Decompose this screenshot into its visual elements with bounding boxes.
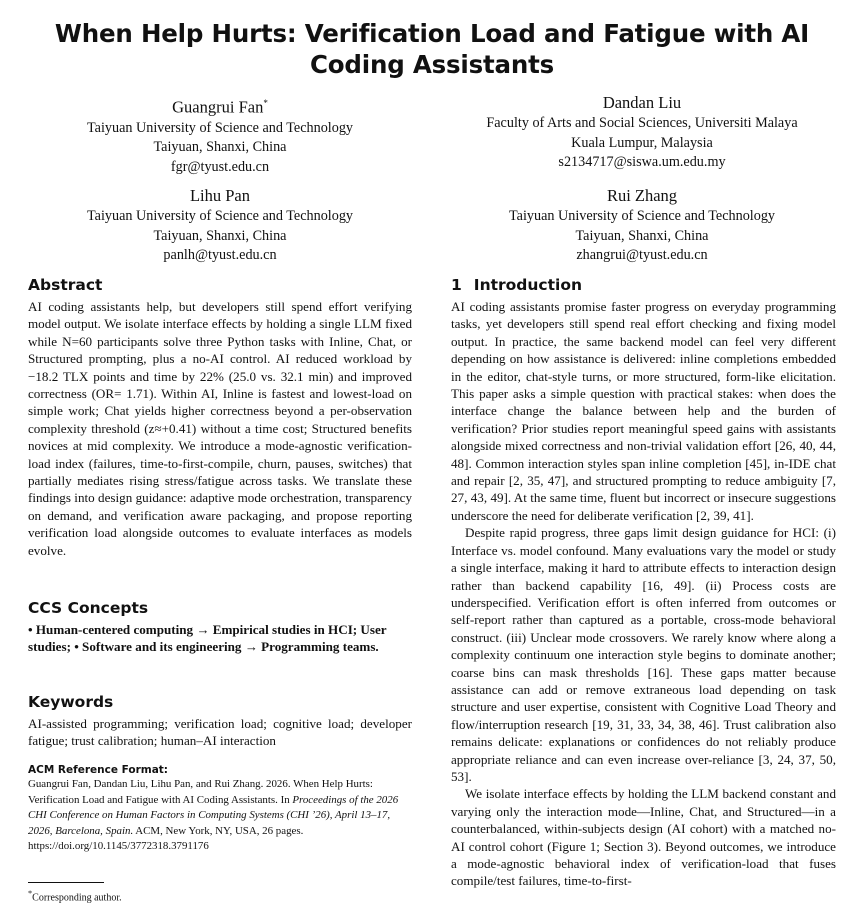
author-location: Kuala Lumpur, Malaysia — [571, 134, 713, 151]
author-block — [28, 185, 412, 266]
acm-reference-heading: ACM Reference Format: — [28, 764, 168, 776]
footnote-mark: * — [28, 889, 33, 898]
acm-reference-authors: Guangrui Fan, Dandan Liu, Lihu Pan, and Rui Zhang. 2026. When Help Hurts: Verification Load and Fatigue with AI Coding Assistants. In — [28, 778, 373, 806]
author-name: Lihu Pan — [189, 186, 251, 205]
author-affiliation: Taiyuan University of Science and Technology — [86, 208, 354, 224]
author-name: Rui Zhang — [606, 186, 678, 205]
keywords-heading: Keywords — [28, 693, 114, 711]
author-email: zhangrui@tyust.edu.cn — [576, 247, 708, 264]
keywords-text: AI-assisted programming; verification load; cognitive load; developer fatigue; trust calibration; human–AI interaction — [28, 716, 412, 749]
author-block — [28, 92, 412, 177]
section-number: 1 — [451, 276, 462, 294]
author-email: s2134717@siswa.um.edu.my — [558, 154, 726, 171]
acm-reference — [28, 763, 412, 855]
acm-reference-tail: ACM, New York, NY, USA, 26 pages. https://doi.org/10.1145/3772318.3791176 — [28, 824, 304, 853]
abstract-text: AI coding assistants help, but developers still spend effort verifying model output. We isolate interface effects by holding a single LLM fixed while N=60 participants solve three Python tasks with Inline, Chat, or Structured prompting, plus a no-AI control. AI reduced workload by −18.2 TLX points and time by 22% (25.0 vs. 32.1 min) and improved correctness (OR= 1.71). Within AI, Inline is fastest and lowest-load on simple work; Chat yields higher correctness beyond a per-observation complexity threshold (z≈+0.41) without a time cost; Structured benefits novices at mid complexity. We introduce a mode-agnostic verification-load index (failures, time-to-first-compile, churn, pauses, switches) that partially mediates rising stress/fatigue across tasks. We translate these findings into design guidance: adaptive mode orchestration, transparency on demand, and verification aware packaging, and propose reporting verification load alongside outcomes to evaluate interfaces as models evolve. — [28, 299, 412, 558]
author-location: Taiyuan, Shanxi, China — [575, 227, 709, 244]
ccs-text: • Human-centered computing → Empirical studies in HCI; User studies; • Software and its engineering → Programming teams. — [28, 622, 387, 655]
author-name: Dandan Liu — [602, 93, 682, 112]
abstract-heading: Abstract — [28, 276, 103, 294]
intro-paragraph: AI coding assistants promise faster progress on everyday programming tasks, yet developers still spend real effort checking and fixing model output. In practice, the same backend model can feel very different depending on how assistance is delivered: inline completions embedded in the editor, chat-style turns, or more structured, form-like elicitation. This paper asks a simple question with practical stakes: when does the interface change the balance between help and the burden of verification? Prior studies report meaningful speed gains with assistants alongside mixed correctness and non-trivial validation effort [26, 40, 44, 48]. Common interaction styles span inline completion [45], in-IDE chat and repair [2, 35, 47], and structured prompting to reduce ambiguity [7, 27, 43, 49]. At the same time, fluent but incorrect or insecure suggestions underscore the need for deliberate verification [2, 39, 41]. — [451, 299, 836, 523]
ccs-section — [28, 598, 412, 656]
footnote-rule — [28, 882, 104, 883]
author-affiliation: Taiyuan University of Science and Technology — [86, 119, 354, 136]
acm-reference-venue: Proceedings of the 2026 CHI Conference on Human Factors in Computing Systems (CHI ’26), April 13–17, 2026, Barcelona, Spain. — [28, 793, 399, 837]
ccs-heading: CCS Concepts — [28, 599, 149, 617]
author-location: Taiyuan, Shanxi, China — [153, 139, 287, 156]
section-heading: Introduction — [473, 276, 583, 294]
keywords-section — [28, 692, 412, 750]
author-email: panlh@tyust.edu.cn — [163, 247, 277, 264]
paper-title: When Help Hurts: Verification Load and Fatigue with AI Coding Assistants — [54, 19, 810, 79]
author-name: Guangrui Fan — [172, 97, 264, 117]
abstract-section — [28, 275, 412, 559]
footnote-text: Corresponding author. — [32, 892, 122, 904]
author-affiliation: Faculty of Arts and Social Sciences, Universiti Malaya — [486, 115, 798, 131]
author-location: Taiyuan, Shanxi, China — [153, 227, 287, 244]
author-block — [440, 92, 844, 173]
corresponding-mark: * — [263, 98, 268, 108]
author-block — [440, 185, 844, 266]
author-affiliation: Taiyuan University of Science and Technology — [508, 208, 776, 224]
intro-paragraph: Despite rapid progress, three gaps limit design guidance for HCI: (i) Interface vs. model confound. Many evaluations vary the model or study a single interface, making it hard to attribute effects to interaction design rather than backend capability [16, 49]. (ii) Process costs are underspecified. Verification effort is often inferred from outcomes or self-report rather than captured as a portable, cross-mode behavioral construct. (iii) Unclear mode crossovers. We rarely know where along a complexity continuum one interaction style begins to dominate another; coarse bins can mask thresholds [16]. These gaps matter because assistance can add or remove extraneous load depending on task structure and user expertise, consistent with Cognitive Load Theory and flow/interruption research [19, 31, 33, 34, 38, 46]. Trust calibration also remains delicate: explanations or confidences do not reliably produce appropriate reliance and can even increase over-reliance [3, 24, 37, 50, 53]. — [451, 525, 836, 784]
footnote — [28, 887, 122, 905]
introduction-section — [451, 275, 836, 890]
intro-paragraph: We isolate interface effects by holding the LLM backend constant and varying only the interaction mode—Inline, Chat, and Structured—in a counterbalanced, within-subjects design (AI cohort) with a matched no-AI control cohort (Figure 1; Section 3). Beyond outcomes, we introduce a mode-agnostic behavioral index of verification-load that fuses compile/test failures, time-to-first- — [451, 786, 836, 889]
author-email: fgr@tyust.edu.cn — [170, 158, 270, 175]
